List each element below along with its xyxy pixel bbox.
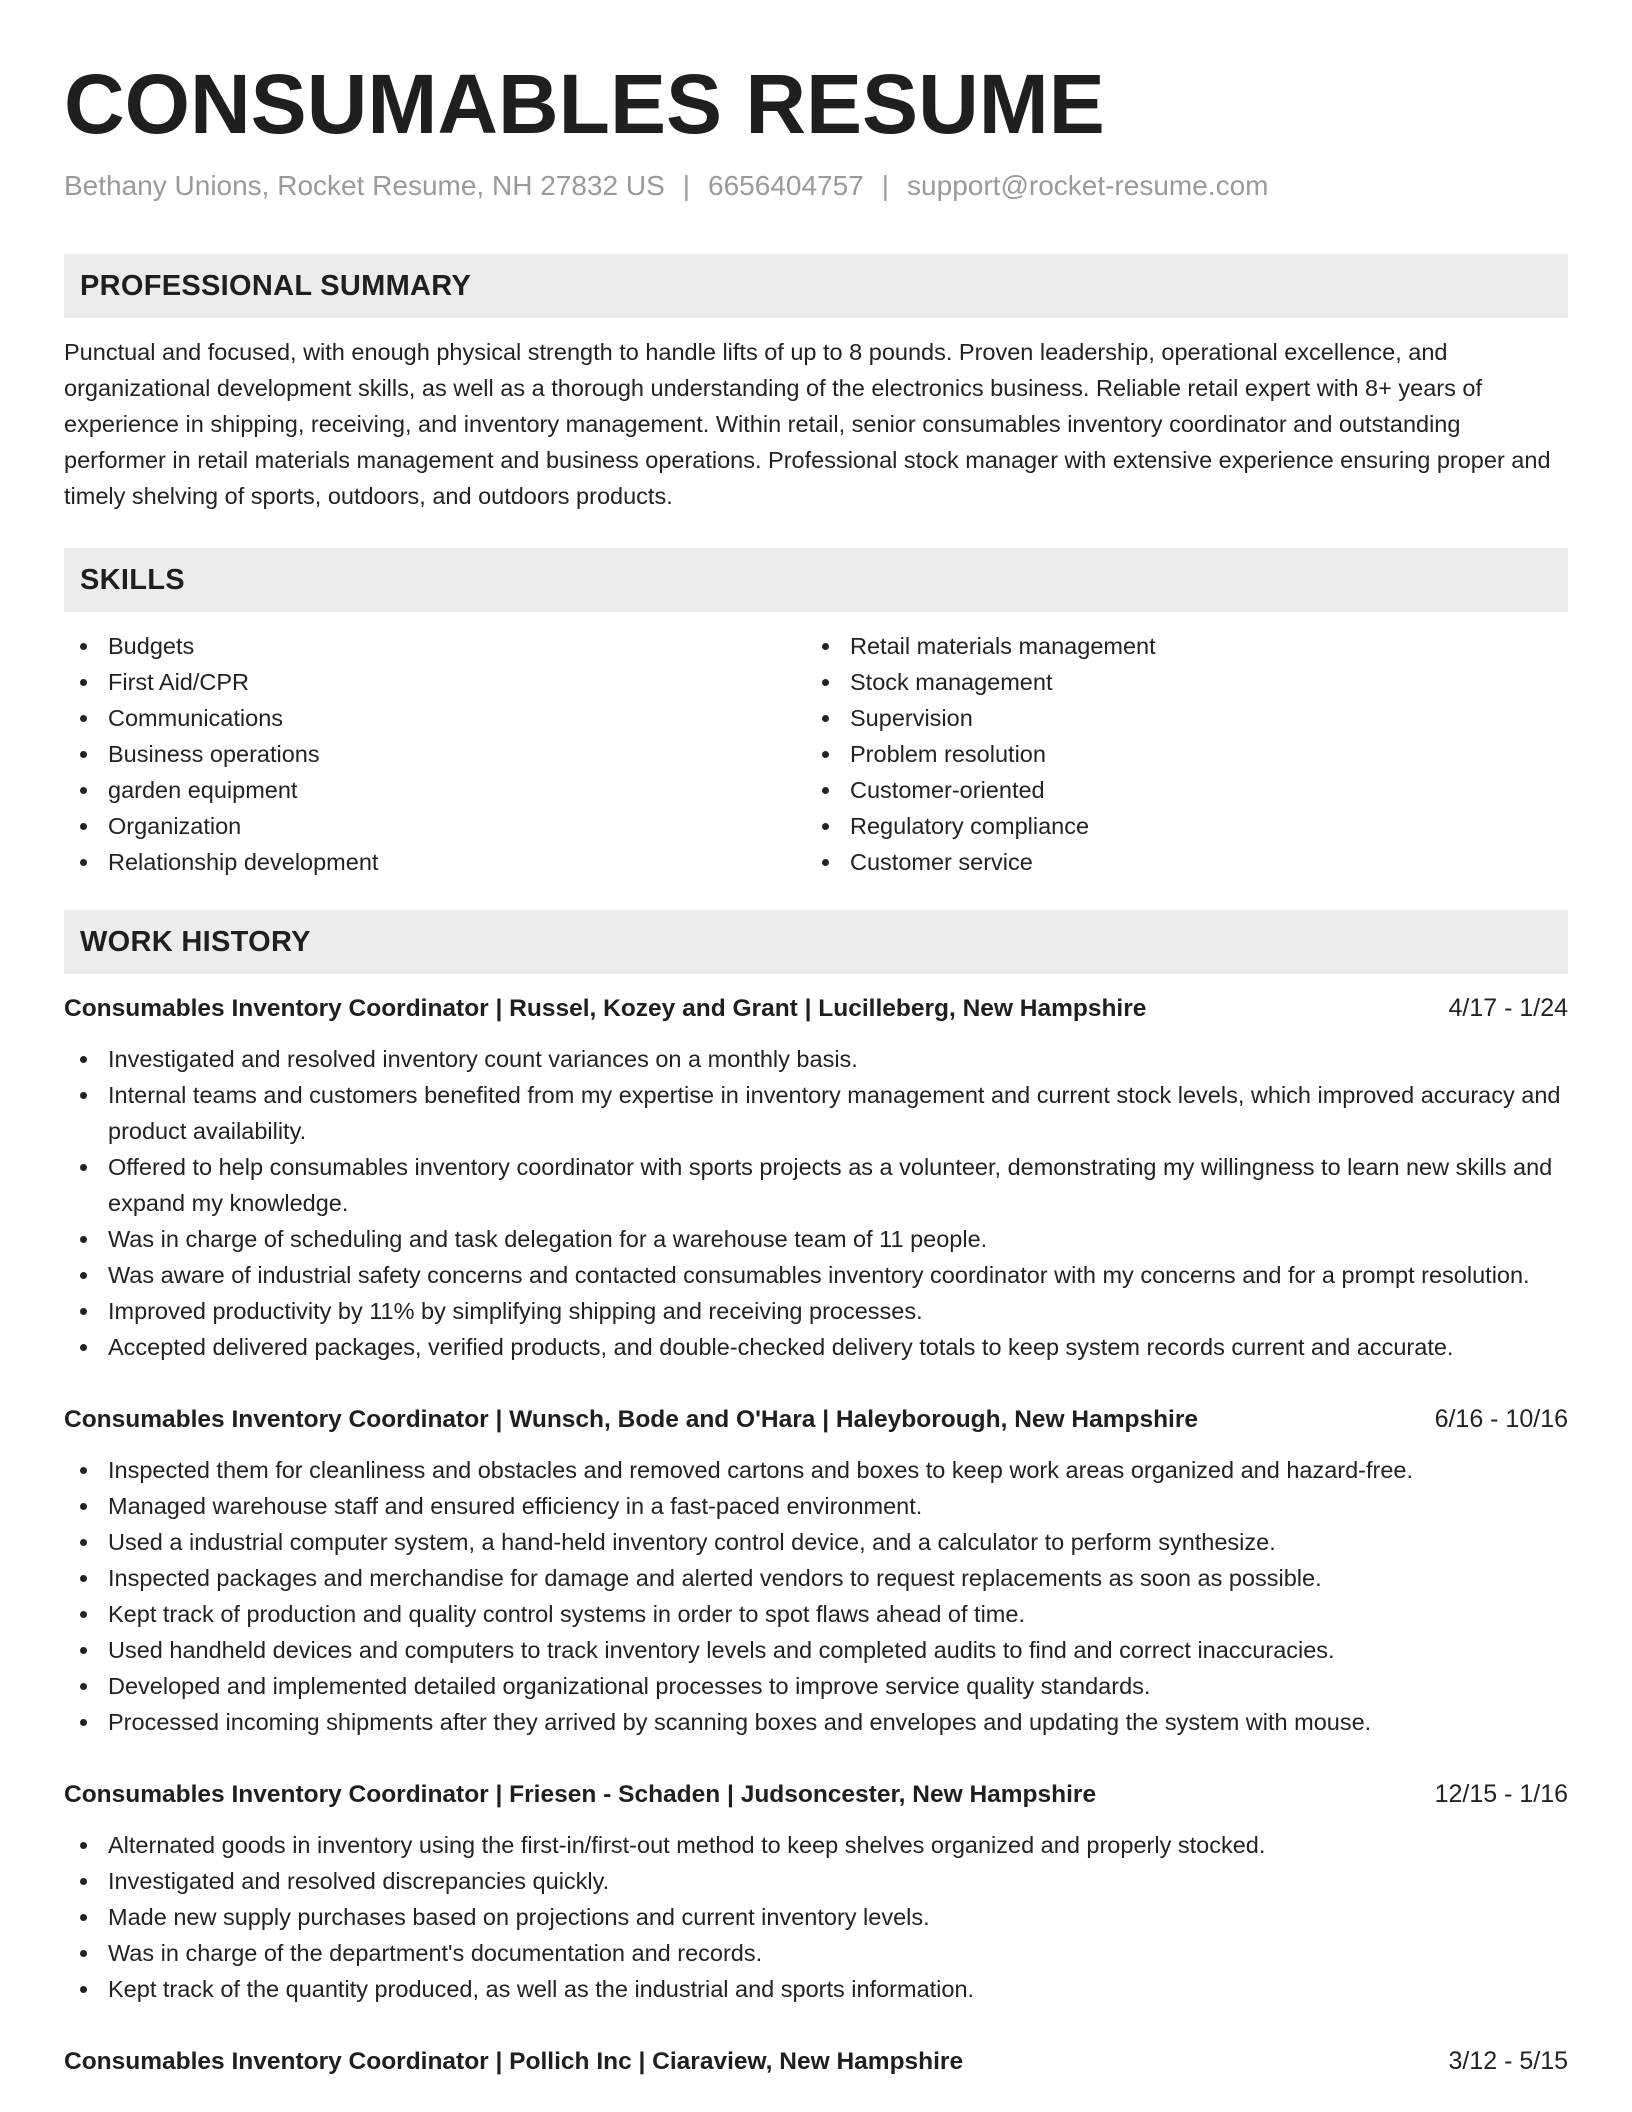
job-dates: 3/12 - 5/15: [1448, 2047, 1568, 2075]
job-header: [64, 2043, 1568, 2080]
job-bullet: Used handheld devices and computers to track inventory levels and completed audits to find and correct inaccuracies.: [64, 1632, 1568, 1668]
job-bullet: Kept track of production and quality control systems in order to spot flaws ahead of time.: [64, 1596, 1568, 1632]
contact-phone: 6656404757: [708, 170, 864, 201]
skill-item: Retail materials management: [816, 628, 1568, 664]
work-history-list: [64, 990, 1568, 2080]
job-bullet: Investigated and resolved discrepancies quickly.: [64, 1863, 1568, 1899]
job-bullet: Alternated goods in inventory using the first-in/first-out method to keep shelves organized and properly stocked.: [64, 1827, 1568, 1863]
contact-separator: |: [682, 170, 691, 201]
job-bullet: Was aware of industrial safety concerns and contacted consumables inventory coordinator with my concerns and for a prompt resolution.: [64, 1257, 1568, 1293]
skill-item: Relationship development: [64, 844, 816, 880]
job-bullet: Investigated and resolved inventory count variances on a monthly basis.: [64, 1041, 1568, 1077]
job-bullet: Used a industrial computer system, a hand-held inventory control device, and a calculator to perform synthesize.: [64, 1524, 1568, 1560]
skills-column-left: [64, 628, 816, 880]
skill-item: Problem resolution: [816, 736, 1568, 772]
skill-item: Customer service: [816, 844, 1568, 880]
job-dates: 4/17 - 1/24: [1448, 994, 1568, 1022]
job-bullets: [64, 1452, 1568, 1740]
job-bullet: Processed incoming shipments after they arrived by scanning boxes and envelopes and updating the system with mouse.: [64, 1704, 1568, 1740]
contact-line: [64, 168, 1568, 204]
skill-item: Supervision: [816, 700, 1568, 736]
job-entry: [64, 1401, 1568, 1740]
skill-item: Regulatory compliance: [816, 808, 1568, 844]
skill-item: garden equipment: [64, 772, 816, 808]
skill-item: Stock management: [816, 664, 1568, 700]
job-header: [64, 990, 1568, 1027]
skill-item: Customer-oriented: [816, 772, 1568, 808]
job-entry: [64, 2043, 1568, 2080]
job-bullet: Offered to help consumables inventory coordinator with sports projects as a volunteer, demonstrating my willingness to learn new skills and expand my knowledge.: [64, 1149, 1568, 1221]
job-bullet: Accepted delivered packages, verified products, and double-checked delivery totals to keep system records current and accurate.: [64, 1329, 1568, 1365]
job-bullet: Was in charge of scheduling and task delegation for a warehouse team of 11 people.: [64, 1221, 1568, 1257]
contact-address: Bethany Unions, Rocket Resume, NH 27832 US: [64, 170, 665, 201]
job-title: Consumables Inventory Coordinator | Wunsch, Bode and O'Hara | Haleyborough, New Hampshire: [64, 1406, 1199, 1433]
contact-separator: |: [881, 170, 890, 201]
skills-column-right: [816, 628, 1568, 880]
skill-item: Organization: [64, 808, 816, 844]
job-header: [64, 1776, 1568, 1813]
job-header: [64, 1401, 1568, 1438]
job-bullet: Made new supply purchases based on projections and current inventory levels.: [64, 1899, 1568, 1935]
summary-text: Punctual and focused, with enough physical strength to handle lifts of up to 8 pounds. Proven leadership, operational excellence, and organizational development skills, as well as a thorough understanding of the electronics business. Reliable retail expert with 8+ years of experience in shipping, receiving, and inventory management. Within retail, senior consumables inventory coordinator and outstanding performer in retail materials management and business operations. Professional stock manager with extensive experience ensuring proper and timely shelving of sports, outdoors, and outdoors products.: [64, 339, 1551, 509]
section-heading-work: WORK HISTORY: [64, 910, 1568, 974]
job-entry: [64, 1776, 1568, 2007]
skill-item: Communications: [64, 700, 816, 736]
job-title: Consumables Inventory Coordinator | Pollich Inc | Ciaraview, New Hampshire: [64, 2048, 964, 2075]
job-bullets: [64, 1827, 1568, 2007]
resume-title: CONSUMABLES RESUME: [64, 57, 1105, 151]
job-dates: 12/15 - 1/16: [1434, 1780, 1568, 1808]
skill-item: Business operations: [64, 736, 816, 772]
contact-email: support@rocket-resume.com: [907, 170, 1269, 201]
job-entry: [64, 990, 1568, 1365]
section-heading-skills: SKILLS: [64, 548, 1568, 612]
skill-item: Budgets: [64, 628, 816, 664]
section-heading-summary: PROFESSIONAL SUMMARY: [64, 254, 1568, 318]
job-bullet: Was in charge of the department's documentation and records.: [64, 1935, 1568, 1971]
skills-list: [64, 628, 1568, 880]
job-bullet: Improved productivity by 11% by simplifying shipping and receiving processes.: [64, 1293, 1568, 1329]
job-bullet: Inspected them for cleanliness and obstacles and removed cartons and boxes to keep work areas organized and hazard-free.: [64, 1452, 1568, 1488]
job-bullet: Developed and implemented detailed organizational processes to improve service quality standards.: [64, 1668, 1568, 1704]
skill-item: First Aid/CPR: [64, 664, 816, 700]
job-bullet: Internal teams and customers benefited from my expertise in inventory management and current stock levels, which improved accuracy and product availability.: [64, 1077, 1568, 1149]
job-dates: 6/16 - 10/16: [1434, 1405, 1568, 1433]
job-bullet: Kept track of the quantity produced, as well as the industrial and sports information.: [64, 1971, 1568, 2007]
job-title: Consumables Inventory Coordinator | Russel, Kozey and Grant | Lucilleberg, New Hampshire: [64, 995, 1147, 1022]
job-bullet: Managed warehouse staff and ensured efficiency in a fast-paced environment.: [64, 1488, 1568, 1524]
job-bullet: Inspected packages and merchandise for damage and alerted vendors to request replacements as soon as possible.: [64, 1560, 1568, 1596]
job-bullets: [64, 1041, 1568, 1365]
job-title: Consumables Inventory Coordinator | Friesen - Schaden | Judsoncester, New Hampshire: [64, 1781, 1097, 1808]
